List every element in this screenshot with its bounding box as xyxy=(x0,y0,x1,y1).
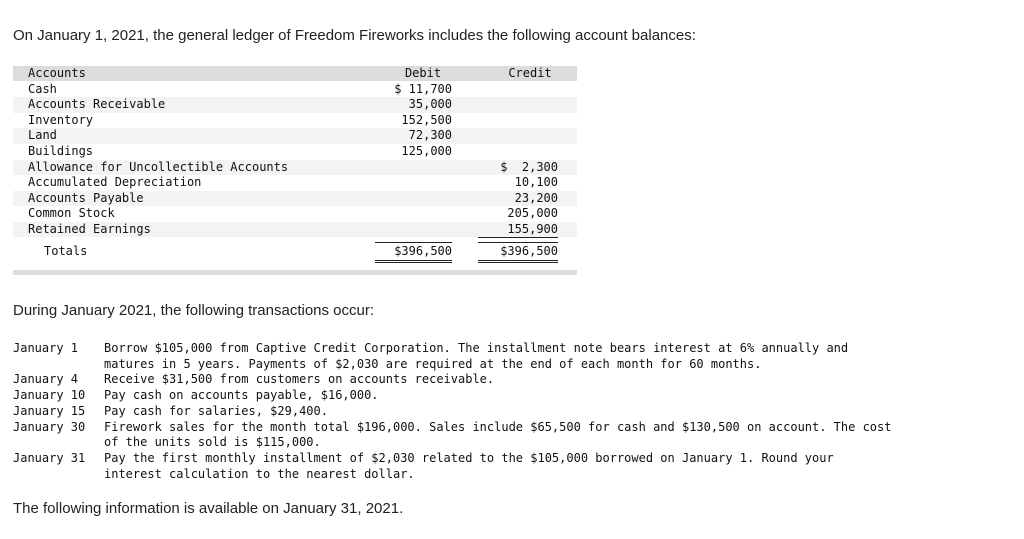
transaction-item xyxy=(13,341,1018,372)
table-bottom-bar xyxy=(13,270,577,275)
account-balances-table xyxy=(13,65,577,276)
totals-debit: $396,500 xyxy=(375,242,452,263)
credit-value: 23,200 xyxy=(514,190,558,205)
debit-value: 125,000 xyxy=(401,143,452,158)
transaction-date: January 4 xyxy=(13,372,79,387)
transaction-item xyxy=(13,372,1018,388)
debit-value: 35,000 xyxy=(408,97,452,112)
account-name: Accounts Receivable xyxy=(28,97,166,112)
debit-value: 72,300 xyxy=(408,128,452,143)
account-name: Common Stock xyxy=(28,206,115,221)
intro-text: On January 1, 2021, the general ledger of Freedom Fireworks includes the following account balances: xyxy=(13,27,696,44)
account-name: Accumulated Depreciation xyxy=(28,175,202,190)
following-info-text: The following information is available on January 31, 2021. xyxy=(13,500,404,517)
table-row xyxy=(13,97,577,113)
transaction-date: January 1 xyxy=(13,341,79,355)
transaction-date: January 30 xyxy=(13,419,86,434)
table-row xyxy=(13,160,577,176)
account-name: Accounts Payable xyxy=(28,190,144,205)
transactions-intro: During January 2021, the following transactions occur: xyxy=(13,302,375,319)
table-row xyxy=(13,144,577,160)
header-accounts: Accounts xyxy=(28,66,86,80)
transaction-description: Borrow $105,000 from Captive Credit Corporation. The installment note bears interest at 6% annually and matures in 5 years. Payments of $2,030 are required at the end of each month for 60 months. xyxy=(104,341,849,371)
account-name: Land xyxy=(28,128,57,143)
credit-value: $ 2,300 xyxy=(500,159,558,174)
account-name: Buildings xyxy=(28,143,94,158)
totals-credit: $396,500 xyxy=(478,242,558,263)
transaction-date: January 31 xyxy=(13,450,86,465)
debit-value: 152,500 xyxy=(401,112,452,127)
transaction-item xyxy=(13,420,1018,451)
transaction-description: Receive $31,500 from customers on accounts receivable. xyxy=(104,372,495,387)
table-row xyxy=(13,82,577,98)
transaction-item xyxy=(13,388,1018,404)
credit-value: 10,100 xyxy=(514,175,558,190)
transaction-description: Pay cash for salaries, $29,400. xyxy=(104,403,328,418)
transaction-description: Firework sales for the month total $196,000. Sales include $65,500 for cash and $130,500 on account. The cost of the units sold is $115,000. xyxy=(104,419,892,450)
transactions-list xyxy=(13,341,1018,482)
credit-value: 205,000 xyxy=(507,206,558,221)
table-row xyxy=(13,206,577,222)
account-name: Cash xyxy=(28,81,57,96)
header-debit: Debit xyxy=(404,66,442,80)
account-name: Inventory xyxy=(28,112,94,127)
transaction-description: Pay the first monthly installment of $2,030 related to the $105,000 borrowed on January 1. Round your interest calculation to the nearest dollar. xyxy=(104,450,834,481)
credit-value: 155,900 xyxy=(478,222,558,239)
table-row xyxy=(13,222,577,238)
table-row xyxy=(13,191,577,207)
totals-row xyxy=(13,242,577,264)
header-credit: Credit xyxy=(508,66,552,80)
totals-label: Totals xyxy=(44,244,88,258)
account-name: Allowance for Uncollectible Accounts xyxy=(28,159,289,174)
transaction-item xyxy=(13,404,1018,420)
account-name: Retained Earnings xyxy=(28,221,151,236)
table-row xyxy=(13,128,577,144)
table-row xyxy=(13,113,577,129)
debit-value: $ 11,700 xyxy=(394,81,452,96)
table-row xyxy=(13,175,577,191)
transaction-date: January 15 xyxy=(13,403,86,418)
transaction-description: Pay cash on accounts payable, $16,000. xyxy=(104,388,379,403)
transaction-date: January 10 xyxy=(13,388,86,403)
table-header-row xyxy=(13,66,577,81)
transaction-item xyxy=(13,451,1018,482)
